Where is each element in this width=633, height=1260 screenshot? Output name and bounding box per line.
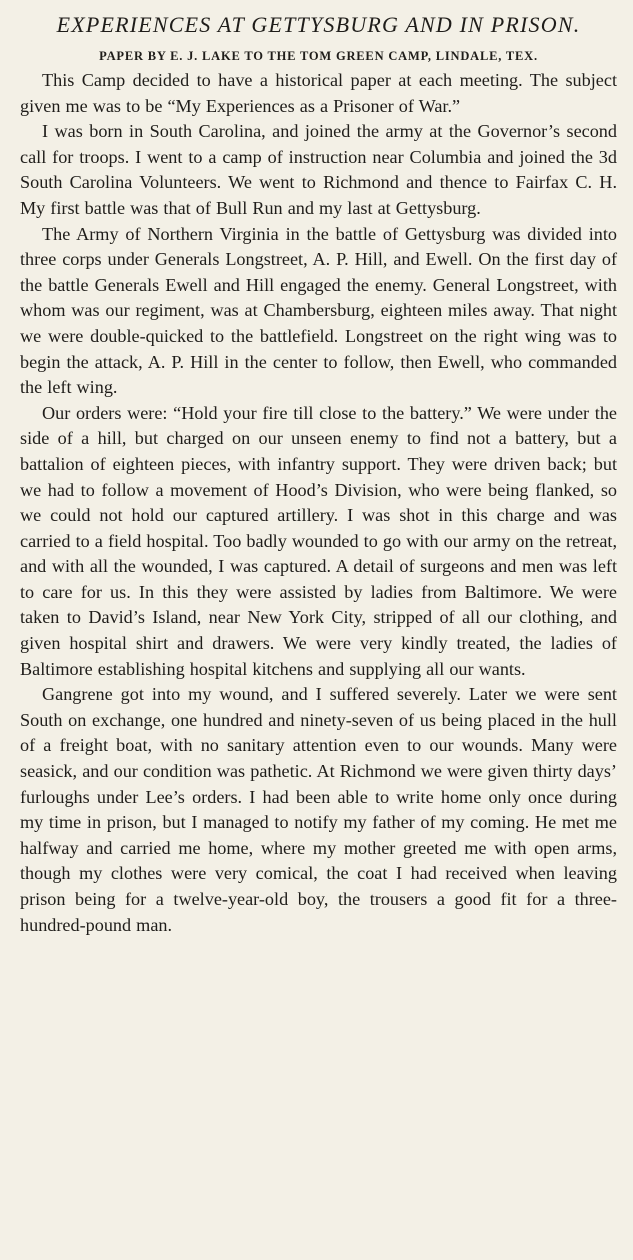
paragraph-enlistment: I was born in South Carolina, and joined the army at the Governor’s second call for troops. I went to a camp of instruction near Columbia and joined the 3d South Carolina Volunteers. We went to Richmond and thence to Fairfax C. H. My first battle was that of Bull Run and my last at Gettysburg. [20,121,617,218]
paragraph-gettysburg-corps: The Army of Northern Virginia in the battle of Gettysburg was divided into three corps under Generals Longstreet, A. P. Hill, and Ewell. On the first day of the battle Generals Ewell and Hill engaged the enemy. General Longstreet, with whom was our regiment, was at Chambersburg, eighteen miles away. That night we were double-quicked to the battlefield. Longstreet on the right wing was to begin the attack, A. P. Hill in the center to follow, then Ewell, who commanded the left wing. [20,223,617,398]
paragraph-exchange-and-return: Gangrene got into my wound, and I suffered severely. Later we were sent South on exchange, one hundred and ninety-seven of us being placed in the hull of a freight boat, with no sanitary attention even to our wounds. Many were seasick, and our condition was pathetic. At Richmond we were given thirty days’ furloughs under Lee’s orders. I had been able to write home only once during my time in prison, but I managed to notify my father of my coming. He met me halfway and carried me home, where my mother greeted me with open arms, though my clothes were very comical, the coat I had received when leaving prison being for a twelve-year-old boy, the trousers a good fit for a three-hundred-pound man. [20,684,617,935]
paragraph-charge-and-capture: Our orders were: “Hold your fire till close to the battery.” We were under the side of a hill, but charged on our unseen enemy to find not a battery, but a battalion of eighteen pieces, with infantry support. They were driven back; but we had to follow a movement of Hood’s Division, who were being flanked, so we could not hold our captured artillery. I was shot in this charge and was carried to a field hospital. Too badly wounded to go with our army on the retreat, and with all the wounded, I was captured. A detail of surgeons and men was left to care for us. In this they were assisted by ladies from Baltimore. We were taken to David’s Island, near New York City, stripped of all our clothing, and given hospital shirt and drawers. We were very kindly treated, the ladies of Baltimore establishing hospital kitchens and supplying all our wants. [20,402,617,679]
article-title: EXPERIENCES AT GETTYSBURG AND IN PRISON. [56,12,581,37]
paragraph-intro: This Camp decided to have a historical paper at each meeting. The subject given me was to be “My Experiences as a Prisoner of War.” [20,70,617,116]
article-byline: PAPER BY E. J. LAKE TO THE TOM GREEN CAMP, LINDALE, TEX. [99,49,538,63]
